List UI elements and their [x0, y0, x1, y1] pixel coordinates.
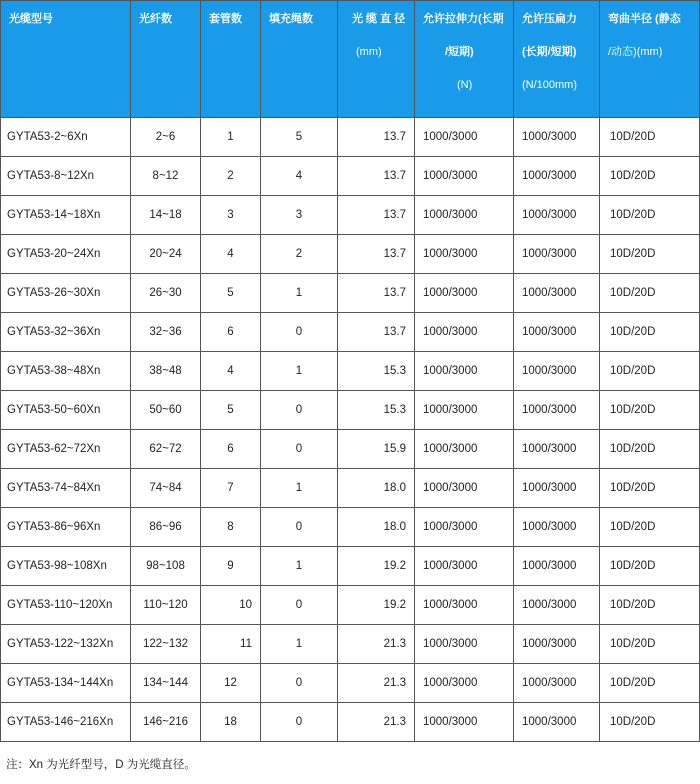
cell-model: GYTA53-62~72Xn: [1, 430, 131, 469]
cell-fiber-count: 38~48: [131, 352, 201, 391]
cell-model: GYTA53-26~30Xn: [1, 274, 131, 313]
table-row: [1, 703, 700, 742]
cell-model: GYTA53-134~144Xn: [1, 664, 131, 703]
table-row: [1, 196, 700, 235]
cell-diameter: 13.7: [338, 235, 415, 274]
cell-tube-count: 4: [201, 352, 261, 391]
cell-model: GYTA53-98~108Xn: [1, 547, 131, 586]
cell-filler-count: 2: [261, 235, 338, 274]
cell-crush: 1000/3000: [514, 547, 600, 586]
cell-filler-count: 1: [261, 274, 338, 313]
cell-bend-radius: 10D/20D: [600, 157, 700, 196]
table-row: [1, 430, 700, 469]
cell-tensile: 1000/3000: [415, 274, 514, 313]
header-crush-line1: 允许压扁力: [522, 13, 577, 25]
cell-crush: 1000/3000: [514, 352, 600, 391]
cell-diameter: 15.3: [338, 391, 415, 430]
cell-filler-count: 1: [261, 469, 338, 508]
cell-filler-count: 1: [261, 547, 338, 586]
cell-tensile: 1000/3000: [415, 625, 514, 664]
cell-fiber-count: 146~216: [131, 703, 201, 742]
cell-tube-count: 9: [201, 547, 261, 586]
cell-tensile: 1000/3000: [415, 703, 514, 742]
cell-diameter: 21.3: [338, 664, 415, 703]
cell-bend-radius: 10D/20D: [600, 118, 700, 157]
header-tube-count-label: 套管数: [209, 13, 242, 25]
table-row: [1, 664, 700, 703]
header-crush-unit: (N/100mm): [522, 79, 578, 91]
cell-crush: 1000/3000: [514, 196, 600, 235]
cell-filler-count: 0: [261, 508, 338, 547]
cell-diameter: 19.2: [338, 586, 415, 625]
cell-crush: 1000/3000: [514, 586, 600, 625]
cell-fiber-count: 110~120: [131, 586, 201, 625]
cell-model: GYTA53-110~120Xn: [1, 586, 131, 625]
cell-diameter: 15.3: [338, 352, 415, 391]
cell-model: GYTA53-38~48Xn: [1, 352, 131, 391]
cell-tensile: 1000/3000: [415, 430, 514, 469]
table-row: [1, 508, 700, 547]
cell-tube-count: 10: [201, 586, 261, 625]
cell-filler-count: 4: [261, 157, 338, 196]
cell-model: GYTA53-32~36Xn: [1, 313, 131, 352]
cell-tensile: 1000/3000: [415, 469, 514, 508]
cell-tube-count: 3: [201, 196, 261, 235]
cell-crush: 1000/3000: [514, 118, 600, 157]
header-crush-line2: (长期/短期): [522, 46, 577, 58]
cell-fiber-count: 2~6: [131, 118, 201, 157]
table-row: [1, 469, 700, 508]
table-row: [1, 391, 700, 430]
cell-diameter: 13.7: [338, 118, 415, 157]
cell-crush: 1000/3000: [514, 430, 600, 469]
header-model-label: 光缆型号: [9, 13, 53, 25]
cell-filler-count: 1: [261, 352, 338, 391]
cell-filler-count: 0: [261, 313, 338, 352]
table-row: [1, 157, 700, 196]
cell-diameter: 21.3: [338, 703, 415, 742]
cell-tube-count: 5: [201, 274, 261, 313]
cell-tube-count: 6: [201, 430, 261, 469]
cell-tube-count: 18: [201, 703, 261, 742]
cell-model: GYTA53-14~18Xn: [1, 196, 131, 235]
header-diameter-label: 光 缆 直 径: [352, 13, 406, 25]
cell-bend-radius: 10D/20D: [600, 235, 700, 274]
table-row: [1, 625, 700, 664]
cell-tube-count: 7: [201, 469, 261, 508]
cell-fiber-count: 14~18: [131, 196, 201, 235]
cell-fiber-count: 86~96: [131, 508, 201, 547]
header-diameter-unit: (mm): [356, 46, 382, 58]
table-row: [1, 547, 700, 586]
header-diameter: [338, 1, 415, 118]
table-row: [1, 352, 700, 391]
cell-tensile: 1000/3000: [415, 508, 514, 547]
cell-model: GYTA53-74~84Xn: [1, 469, 131, 508]
cell-diameter: 13.7: [338, 196, 415, 235]
cell-diameter: 13.7: [338, 274, 415, 313]
cell-diameter: 13.7: [338, 157, 415, 196]
table-row: [1, 313, 700, 352]
cell-fiber-count: 32~36: [131, 313, 201, 352]
cell-tensile: 1000/3000: [415, 352, 514, 391]
table-row: [1, 118, 700, 157]
cell-model: GYTA53-50~60Xn: [1, 391, 131, 430]
header-tube-count: [201, 1, 261, 118]
table-row: [1, 586, 700, 625]
cell-fiber-count: 134~144: [131, 664, 201, 703]
cell-crush: 1000/3000: [514, 274, 600, 313]
cell-tube-count: 6: [201, 313, 261, 352]
cell-bend-radius: 10D/20D: [600, 664, 700, 703]
cell-tensile: 1000/3000: [415, 157, 514, 196]
cell-filler-count: 0: [261, 430, 338, 469]
cell-tensile: 1000/3000: [415, 313, 514, 352]
cell-diameter: 15.9: [338, 430, 415, 469]
cell-crush: 1000/3000: [514, 664, 600, 703]
table-body: [1, 118, 700, 742]
cell-model: GYTA53-8~12Xn: [1, 157, 131, 196]
header-tensile-unit: (N): [457, 79, 473, 91]
cell-diameter: 21.3: [338, 625, 415, 664]
cell-filler-count: 5: [261, 118, 338, 157]
cell-tensile: 1000/3000: [415, 547, 514, 586]
cell-model: GYTA53-20~24Xn: [1, 235, 131, 274]
cell-tube-count: 8: [201, 508, 261, 547]
cell-tube-count: 1: [201, 118, 261, 157]
cell-bend-radius: 10D/20D: [600, 430, 700, 469]
cell-bend-radius: 10D/20D: [600, 547, 700, 586]
cell-bend-radius: 10D/20D: [600, 313, 700, 352]
header-filler-count-label: 填充绳数: [269, 13, 313, 25]
cell-crush: 1000/3000: [514, 391, 600, 430]
cell-filler-count: 0: [261, 391, 338, 430]
cell-crush: 1000/3000: [514, 235, 600, 274]
header-fiber-count: [131, 1, 201, 118]
cell-bend-radius: 10D/20D: [600, 391, 700, 430]
cell-tensile: 1000/3000: [415, 196, 514, 235]
cell-tube-count: 2: [201, 157, 261, 196]
cell-tube-count: 11: [201, 625, 261, 664]
cell-bend-radius: 10D/20D: [600, 703, 700, 742]
cell-bend-radius: 10D/20D: [600, 196, 700, 235]
header-model: [1, 1, 131, 118]
cell-tensile: 1000/3000: [415, 391, 514, 430]
table-row: [1, 235, 700, 274]
cell-fiber-count: 74~84: [131, 469, 201, 508]
cell-diameter: 19.2: [338, 547, 415, 586]
cell-crush: 1000/3000: [514, 508, 600, 547]
cell-tensile: 1000/3000: [415, 118, 514, 157]
cell-tensile: 1000/3000: [415, 664, 514, 703]
cell-bend-radius: 10D/20D: [600, 274, 700, 313]
cell-fiber-count: 122~132: [131, 625, 201, 664]
cell-filler-count: 3: [261, 196, 338, 235]
cell-fiber-count: 62~72: [131, 430, 201, 469]
cell-tube-count: 4: [201, 235, 261, 274]
footnote: 注：Xn 为光纤型号，D 为光缆直径。: [6, 759, 196, 771]
header-crush: [514, 1, 600, 118]
header-bend: [600, 1, 700, 118]
cell-crush: 1000/3000: [514, 703, 600, 742]
header-tensile-line1: 允许拉伸力(长期: [423, 13, 504, 25]
header-tensile: [415, 1, 514, 118]
cell-diameter: 18.0: [338, 508, 415, 547]
cell-tensile: 1000/3000: [415, 586, 514, 625]
cell-bend-radius: 10D/20D: [600, 508, 700, 547]
header-row: [1, 1, 700, 118]
cell-fiber-count: 98~108: [131, 547, 201, 586]
header-tensile-line2: /短期): [445, 46, 474, 58]
cell-filler-count: 0: [261, 586, 338, 625]
table-row: [1, 274, 700, 313]
cell-model: GYTA53-86~96Xn: [1, 508, 131, 547]
cell-bend-radius: 10D/20D: [600, 469, 700, 508]
cell-crush: 1000/3000: [514, 469, 600, 508]
cell-fiber-count: 50~60: [131, 391, 201, 430]
cell-tensile: 1000/3000: [415, 235, 514, 274]
cell-fiber-count: 8~12: [131, 157, 201, 196]
cell-model: GYTA53-146~216Xn: [1, 703, 131, 742]
cell-model: GYTA53-2~6Xn: [1, 118, 131, 157]
cell-bend-radius: 10D/20D: [600, 625, 700, 664]
cell-filler-count: 1: [261, 625, 338, 664]
header-bend-line1: 弯曲半径 (静态: [608, 13, 681, 25]
cell-diameter: 18.0: [338, 469, 415, 508]
cell-tube-count: 12: [201, 664, 261, 703]
cell-crush: 1000/3000: [514, 625, 600, 664]
cell-bend-radius: 10D/20D: [600, 352, 700, 391]
header-fiber-count-label: 光纤数: [139, 13, 172, 25]
cell-filler-count: 0: [261, 703, 338, 742]
cell-bend-radius: 10D/20D: [600, 586, 700, 625]
cell-crush: 1000/3000: [514, 157, 600, 196]
cell-filler-count: 0: [261, 664, 338, 703]
cell-diameter: 13.7: [338, 313, 415, 352]
cell-model: GYTA53-122~132Xn: [1, 625, 131, 664]
header-filler-count: [261, 1, 338, 118]
cell-crush: 1000/3000: [514, 313, 600, 352]
cell-fiber-count: 26~30: [131, 274, 201, 313]
cell-fiber-count: 20~24: [131, 235, 201, 274]
cell-tube-count: 5: [201, 391, 261, 430]
header-bend-line2: /动态)(mm): [608, 46, 663, 58]
